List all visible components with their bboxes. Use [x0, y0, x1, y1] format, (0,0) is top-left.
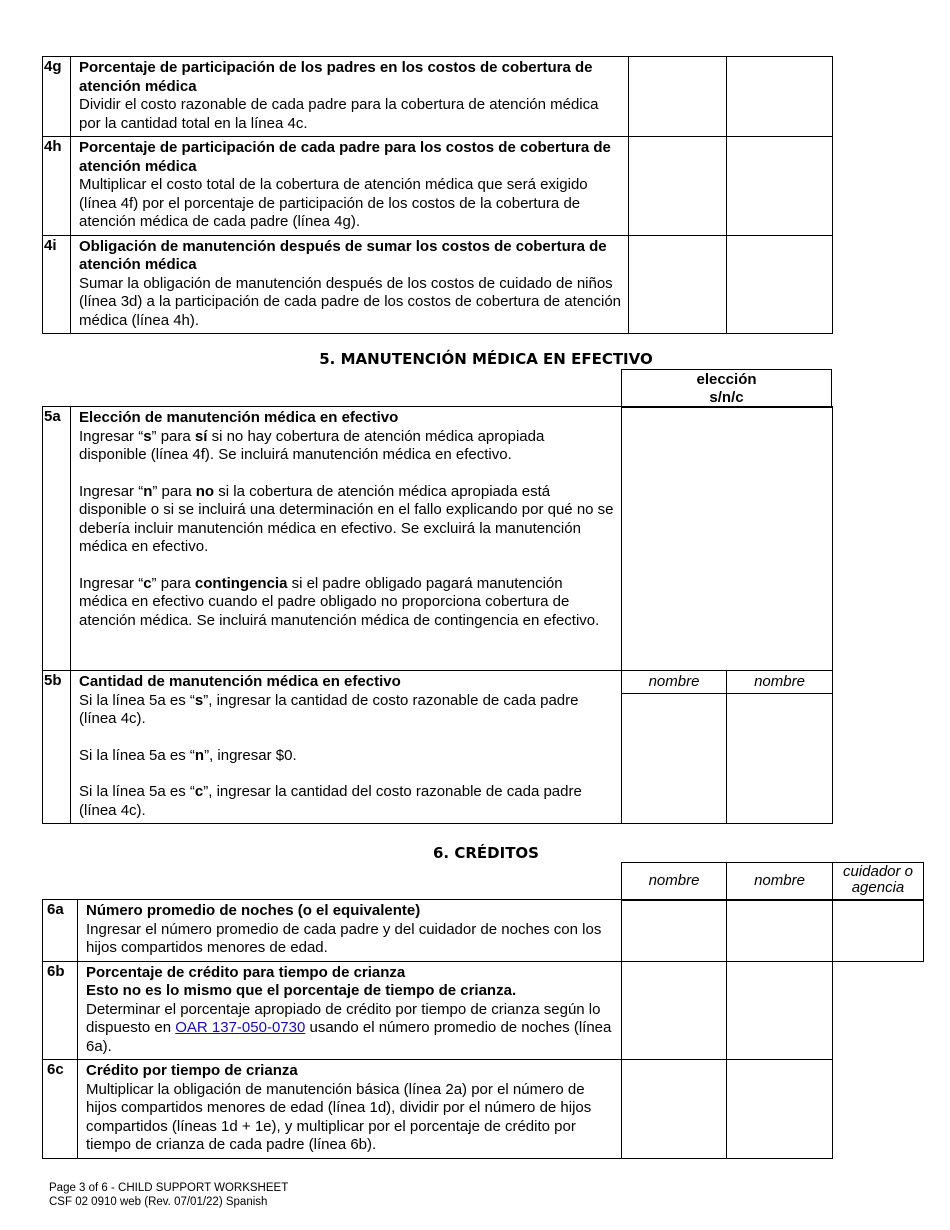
section-6-title: 6. CRÉDITOS — [433, 844, 539, 862]
table-row-5a — [43, 407, 833, 671]
oar-rule-link[interactable]: OAR 137-050-0730 — [175, 1019, 306, 1036]
line-number: 5b — [43, 671, 71, 824]
amount-cell-parent-2[interactable] — [727, 1060, 833, 1159]
section-5-title: 5. MANUTENCIÓN MÉDICA EN EFECTIVO — [319, 350, 653, 368]
table-row-4h — [43, 137, 833, 236]
line-description — [71, 57, 629, 137]
amount-cell-parent-1[interactable] — [629, 235, 727, 334]
section-6-table — [42, 899, 924, 1159]
table-row-6c — [43, 1060, 924, 1159]
line-body: Ingresar el número promedio de cada padre y del cuidador de noches con los hijos compartidos menores de edad. — [86, 920, 602, 956]
election-input-cell[interactable] — [622, 407, 833, 671]
section-5-table — [42, 406, 833, 824]
election-label: elección — [696, 371, 757, 388]
amount-cell-parent-2[interactable] — [727, 694, 833, 824]
amount-cell-parent-2[interactable] — [727, 235, 833, 334]
line-title: Cantidad de manutención médica en efectivo — [79, 673, 401, 690]
line-description — [71, 671, 622, 824]
line-title: Elección de manutención médica en efectivo — [79, 409, 399, 426]
empty-cell — [833, 1060, 924, 1159]
line-number: 6c — [43, 1060, 78, 1159]
line-title: Porcentaje de crédito para tiempo de crianza — [86, 963, 406, 981]
line-body: Multiplicar la obligación de manutención básica (línea 2a) por el número de hijos compartidos menores de edad (línea 1d), dividir por el número de hijos compartidos (líneas 1d + 1e), y multiplicar por el porcentaje de crédito por tiempo de crianza de cada padre (línea 6b). — [86, 1080, 592, 1153]
line-note: Esto no es lo mismo que el porcentaje de tiempo de crianza. — [86, 982, 517, 999]
line-body: Sumar la obligación de manutención después de los costos de cuidado de niños (línea 3d) a la participación de cada padre de los costos de cobertura de atención médica (línea 4h). — [79, 274, 622, 329]
line-description — [78, 961, 622, 1060]
empty-cell — [833, 961, 924, 1060]
line-description — [71, 235, 629, 334]
line-title: Número promedio de noches (o el equivalente) — [86, 902, 421, 919]
table-row-6b — [43, 961, 924, 1060]
line-title: Crédito por tiempo de crianza — [86, 1062, 298, 1079]
amount-cell-parent-2[interactable] — [727, 900, 833, 962]
amount-cell-parent-1[interactable] — [622, 1060, 727, 1159]
amount-cell-parent-1[interactable] — [622, 961, 727, 1060]
line-description — [71, 407, 622, 671]
amount-cell-parent-2[interactable] — [727, 57, 833, 137]
line-description — [71, 137, 629, 236]
column-header-parent-2: nombre — [727, 671, 833, 694]
amount-cell-parent-2[interactable] — [727, 961, 833, 1060]
line-body: Determinar el porcentaje apropiado de crédito por tiempo de crianza según lo dispuesto en OAR 137-050-0730 usando el número promedio de noches (línea 6a). — [86, 1000, 612, 1055]
instruction-c: Ingresar “c” para contingencia si el padre obligado pagará manutención médica en efectivo cuando el padre obligado no proporciona cobertura de atención médica. Se incluirá manutención médica de contingencia en efectivo. — [79, 574, 600, 629]
instruction-n: Si la línea 5a es “n”, ingresar $0. — [79, 746, 297, 764]
instruction-c: Si la línea 5a es “c”, ingresar la cantidad del costo razonable de cada padre (línea 4c). — [79, 783, 582, 819]
table-row-5b-header — [43, 671, 833, 694]
line-title: Porcentaje de participación de cada padre para los costos de cobertura de atención médica — [79, 139, 611, 175]
line-number: 4g — [43, 57, 71, 137]
amount-cell-parent-1[interactable] — [629, 57, 727, 137]
line-body: Dividir el costo razonable de cada padre para la cobertura de atención médica por la cantidad total en la línea 4c. — [79, 96, 599, 132]
amount-cell-parent-1[interactable] — [629, 137, 727, 236]
section-4-table — [42, 56, 833, 334]
line-number: 6a — [43, 900, 78, 962]
line-number: 4h — [43, 137, 71, 236]
column-header-parent-2: nombre — [727, 863, 833, 901]
section-5-election-header — [621, 369, 832, 408]
amount-cell-caretaker[interactable] — [833, 900, 924, 962]
column-header-parent-1: nombre — [622, 671, 727, 694]
line-title: Porcentaje de participación de los padres en los costos de cobertura de atención médica — [79, 59, 593, 95]
instruction-n: Ingresar “n” para no si la cobertura de atención médica apropiada está disponible o si se incluirá una determinación en el fallo explicando por qué no se debería incluir manutención médica en efectivo. Se excluirá la manutención médica en efectivo. — [79, 482, 614, 555]
column-header-parent-1: nombre — [622, 863, 727, 901]
line-body: Multiplicar el costo total de la cobertura de atención médica que será exigido (línea 4f) por el porcentaje de participación de los costos de la cobertura de atención médica de cada padre (línea 4g). — [79, 176, 588, 230]
instruction-s: Si la línea 5a es “s”, ingresar la cantidad de costo razonable de cada padre (línea 4c). — [79, 691, 579, 727]
column-header-caretaker: cuidador o agencia — [833, 863, 924, 901]
amount-cell-parent-2[interactable] — [727, 137, 833, 236]
footer-page-info: Page 3 of 6 - CHILD SUPPORT WORKSHEET — [49, 1182, 289, 1194]
line-description — [78, 1060, 622, 1159]
instruction-s: Ingresar “s” para sí si no hay cobertura de atención médica apropiada disponible (línea 4f). Se incluirá manutención médica en efectivo. — [79, 427, 545, 463]
line-description — [78, 900, 622, 962]
election-column-header — [622, 370, 832, 408]
line-number: 5a — [43, 407, 71, 671]
table-row-4i — [43, 235, 833, 334]
line-title: Obligación de manutención después de sumar los costos de cobertura de atención médica — [79, 237, 607, 273]
table-row-6a — [43, 900, 924, 962]
election-options: s/n/c — [709, 389, 744, 406]
page-footer — [49, 1182, 288, 1209]
line-number: 6b — [43, 961, 78, 1060]
amount-cell-parent-1[interactable] — [622, 900, 727, 962]
section-6-column-headers — [621, 862, 924, 901]
line-number: 4i — [43, 235, 71, 334]
table-row-4g — [43, 57, 833, 137]
amount-cell-parent-1[interactable] — [622, 694, 727, 824]
footer-form-id: CSF 02 0910 web (Rev. 07/01/22) Spanish — [49, 1195, 268, 1208]
